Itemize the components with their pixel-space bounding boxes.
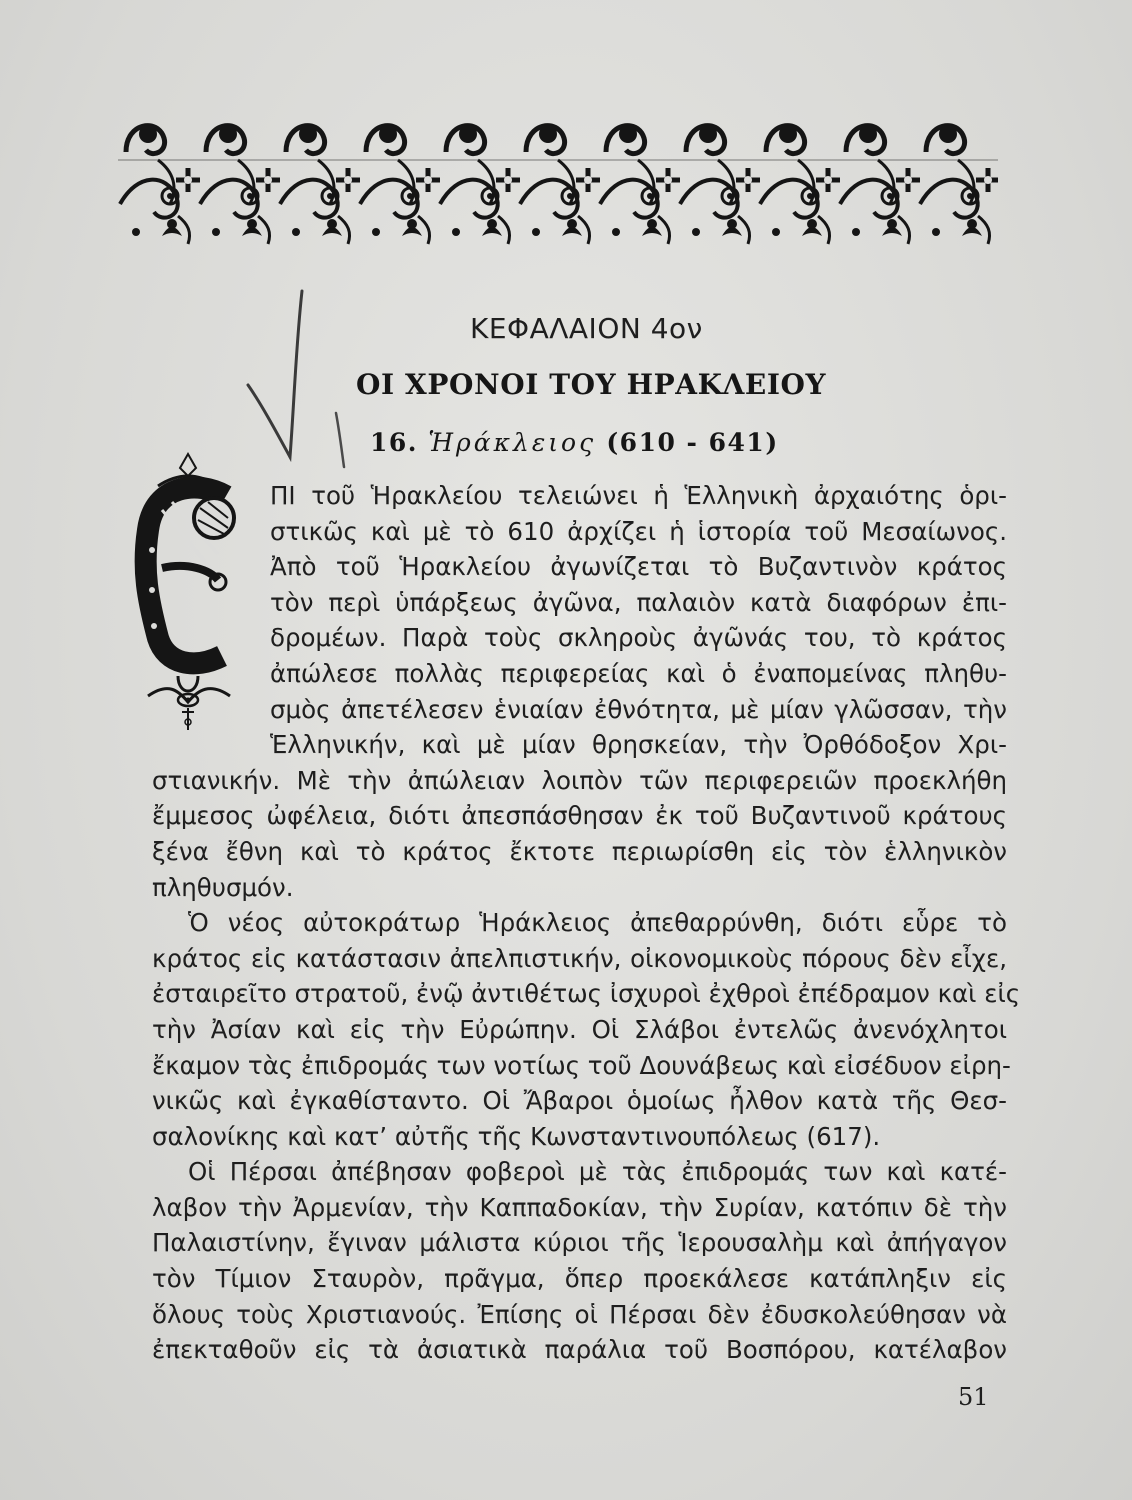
text-line: στικῶς καὶ μὲ τὸ 610 ἀρχίζει ἡ ἱστορία τοῦ Μεσαίωνος.: [270, 516, 1007, 546]
text-line: Ἀπὸ τοῦ Ἡρακλείου ἀγωνίζεται τὸ Βυζαντινὸν κράτος: [270, 552, 1007, 582]
text-line: νικῶς καὶ ἐγκαθίσταντο. Οἱ Ἄβαροι ὁμοίως ἦλθον κατὰ τῆς Θεσ-: [152, 1086, 1007, 1116]
text-line: δρομέων. Παρὰ τοὺς σκληροὺς ἀγῶνάς του, τὸ κράτος: [270, 623, 1007, 653]
text-line: ὅλους τοὺς Χριστιανούς. Ἐπίσης οἱ Πέρσαι δὲν ἐδυσκολεύθησαν νὰ: [152, 1299, 1007, 1329]
pencil-check-mark: [240, 285, 370, 475]
text-line: ἐπεκταθοῦν εἰς τὰ ἀσιατικὰ παράλια τοῦ Βοσπόρου, κατέλαβον: [152, 1335, 1007, 1365]
text-line: ἐσταιρεῖτο στρατοῦ, ἐνῷ ἀντιθέτως ἰσχυροὶ ἐχθροὶ ἐπέδραμον καὶ εἰς: [152, 979, 1021, 1009]
text-line: ΠΙ τοῦ Ἡρακλείου τελειώνει ἡ Ἑλληνικὴ ἀρχαιότης ὁρι-: [270, 481, 1007, 510]
chapter-title: ΟΙ ΧΡΟΝΟΙ ΤΟΥ ΗΡΑΚΛΕΙΟΥ: [356, 368, 827, 401]
section-number: 16.: [370, 428, 418, 457]
section-years: (610 - 641): [606, 428, 779, 457]
chapter-label: ΚΕΦΑΛΑΙΟΝ 4ον: [470, 312, 703, 345]
text-line: ἀπώλεσε πολλὰς περιφερείας καὶ ὁ ἐναπομείνας πληθυ-: [270, 658, 1007, 688]
text-line: τὸν Τίμιον Σταυρὸν, πρᾶγμα, ὅπερ προεκάλεσε κατάπληξιν εἰς: [152, 1264, 1007, 1294]
text-line: λαβον τὴν Ἀρμενίαν, τὴν Καππαδοκίαν, τὴν Συρίαν, κατόπιν δὲ τὴν: [152, 1192, 1007, 1222]
text-line: σμὸς ἀπετέλεσεν ἑνιαίαν ἐθνότητα, μὲ μίαν γλῶσσαν, τὴν: [270, 694, 1007, 724]
text-line: στιανικήν. Μὲ τὴν ἀπώλειαν λοιπὸν τῶν περιφερειῶν προεκλήθη: [152, 765, 1007, 795]
text-line: ἔκαμον τὰς ἐπιδρομάς των νοτίως τοῦ Δουνάβεως καὶ εἰσέδυον εἰρη-: [152, 1050, 1011, 1080]
text-line: Ἑλληνικήν, καὶ μὲ μίαν θρησκείαν, τὴν Ὀρθόδοξον Χρι-: [270, 730, 1007, 760]
text-line: ἔμμεσος ὠφέλεια, διότι ἀπεσπάσθησαν ἐκ τοῦ Βυζαντινοῦ κράτους: [152, 801, 1007, 831]
page-number: 51: [958, 1383, 989, 1411]
text-line: πληθυσμόν.: [152, 872, 294, 902]
section-heading: [370, 428, 779, 457]
text-line: κράτος εἰς κατάστασιν ἀπελπιστικήν, οἰκονομικοὺς πόρους δὲν εἶχε,: [152, 943, 1007, 973]
text-line: σαλονίκης καὶ κατ’ αὐτῆς τῆς Κωνσταντινουπόλεως (617).: [152, 1121, 881, 1151]
text-line: Οἱ Πέρσαι ἀπέβησαν φοβεροὶ μὲ τὰς ἐπιδρομάς των καὶ κατέ-: [188, 1157, 1007, 1187]
body-text: [152, 478, 1021, 1368]
section-title: Ἡράκλειος: [428, 428, 597, 457]
text-line: τὸν περὶ ὑπάρξεως ἀγῶνα, παλαιὸν κατὰ διαφόρων ἐπι-: [270, 587, 1007, 617]
text-line: Ὁ νέος αὐτοκράτωρ Ἡράκλειος ἀπεθαρρύνθη, διότι εὗρε τὸ: [188, 908, 1007, 938]
text-line: Παλαιστίνην, ἔγιναν μάλιστα κύριοι τῆς Ἱερουσαλὴμ καὶ ἀπήγαγον: [152, 1228, 1007, 1258]
text-line: τὴν Ἀσίαν καὶ εἰς τὴν Εὐρώπην. Οἱ Σλάβοι ἐντελῶς ἀνενόχλητοι: [152, 1014, 1007, 1044]
text-line: ξένα ἔθνη καὶ τὸ κράτος ἔκτοτε περιωρίσθη εἰς τὸν ἑλληνικὸν: [152, 836, 1007, 866]
ornamental-header-band: [118, 112, 998, 262]
